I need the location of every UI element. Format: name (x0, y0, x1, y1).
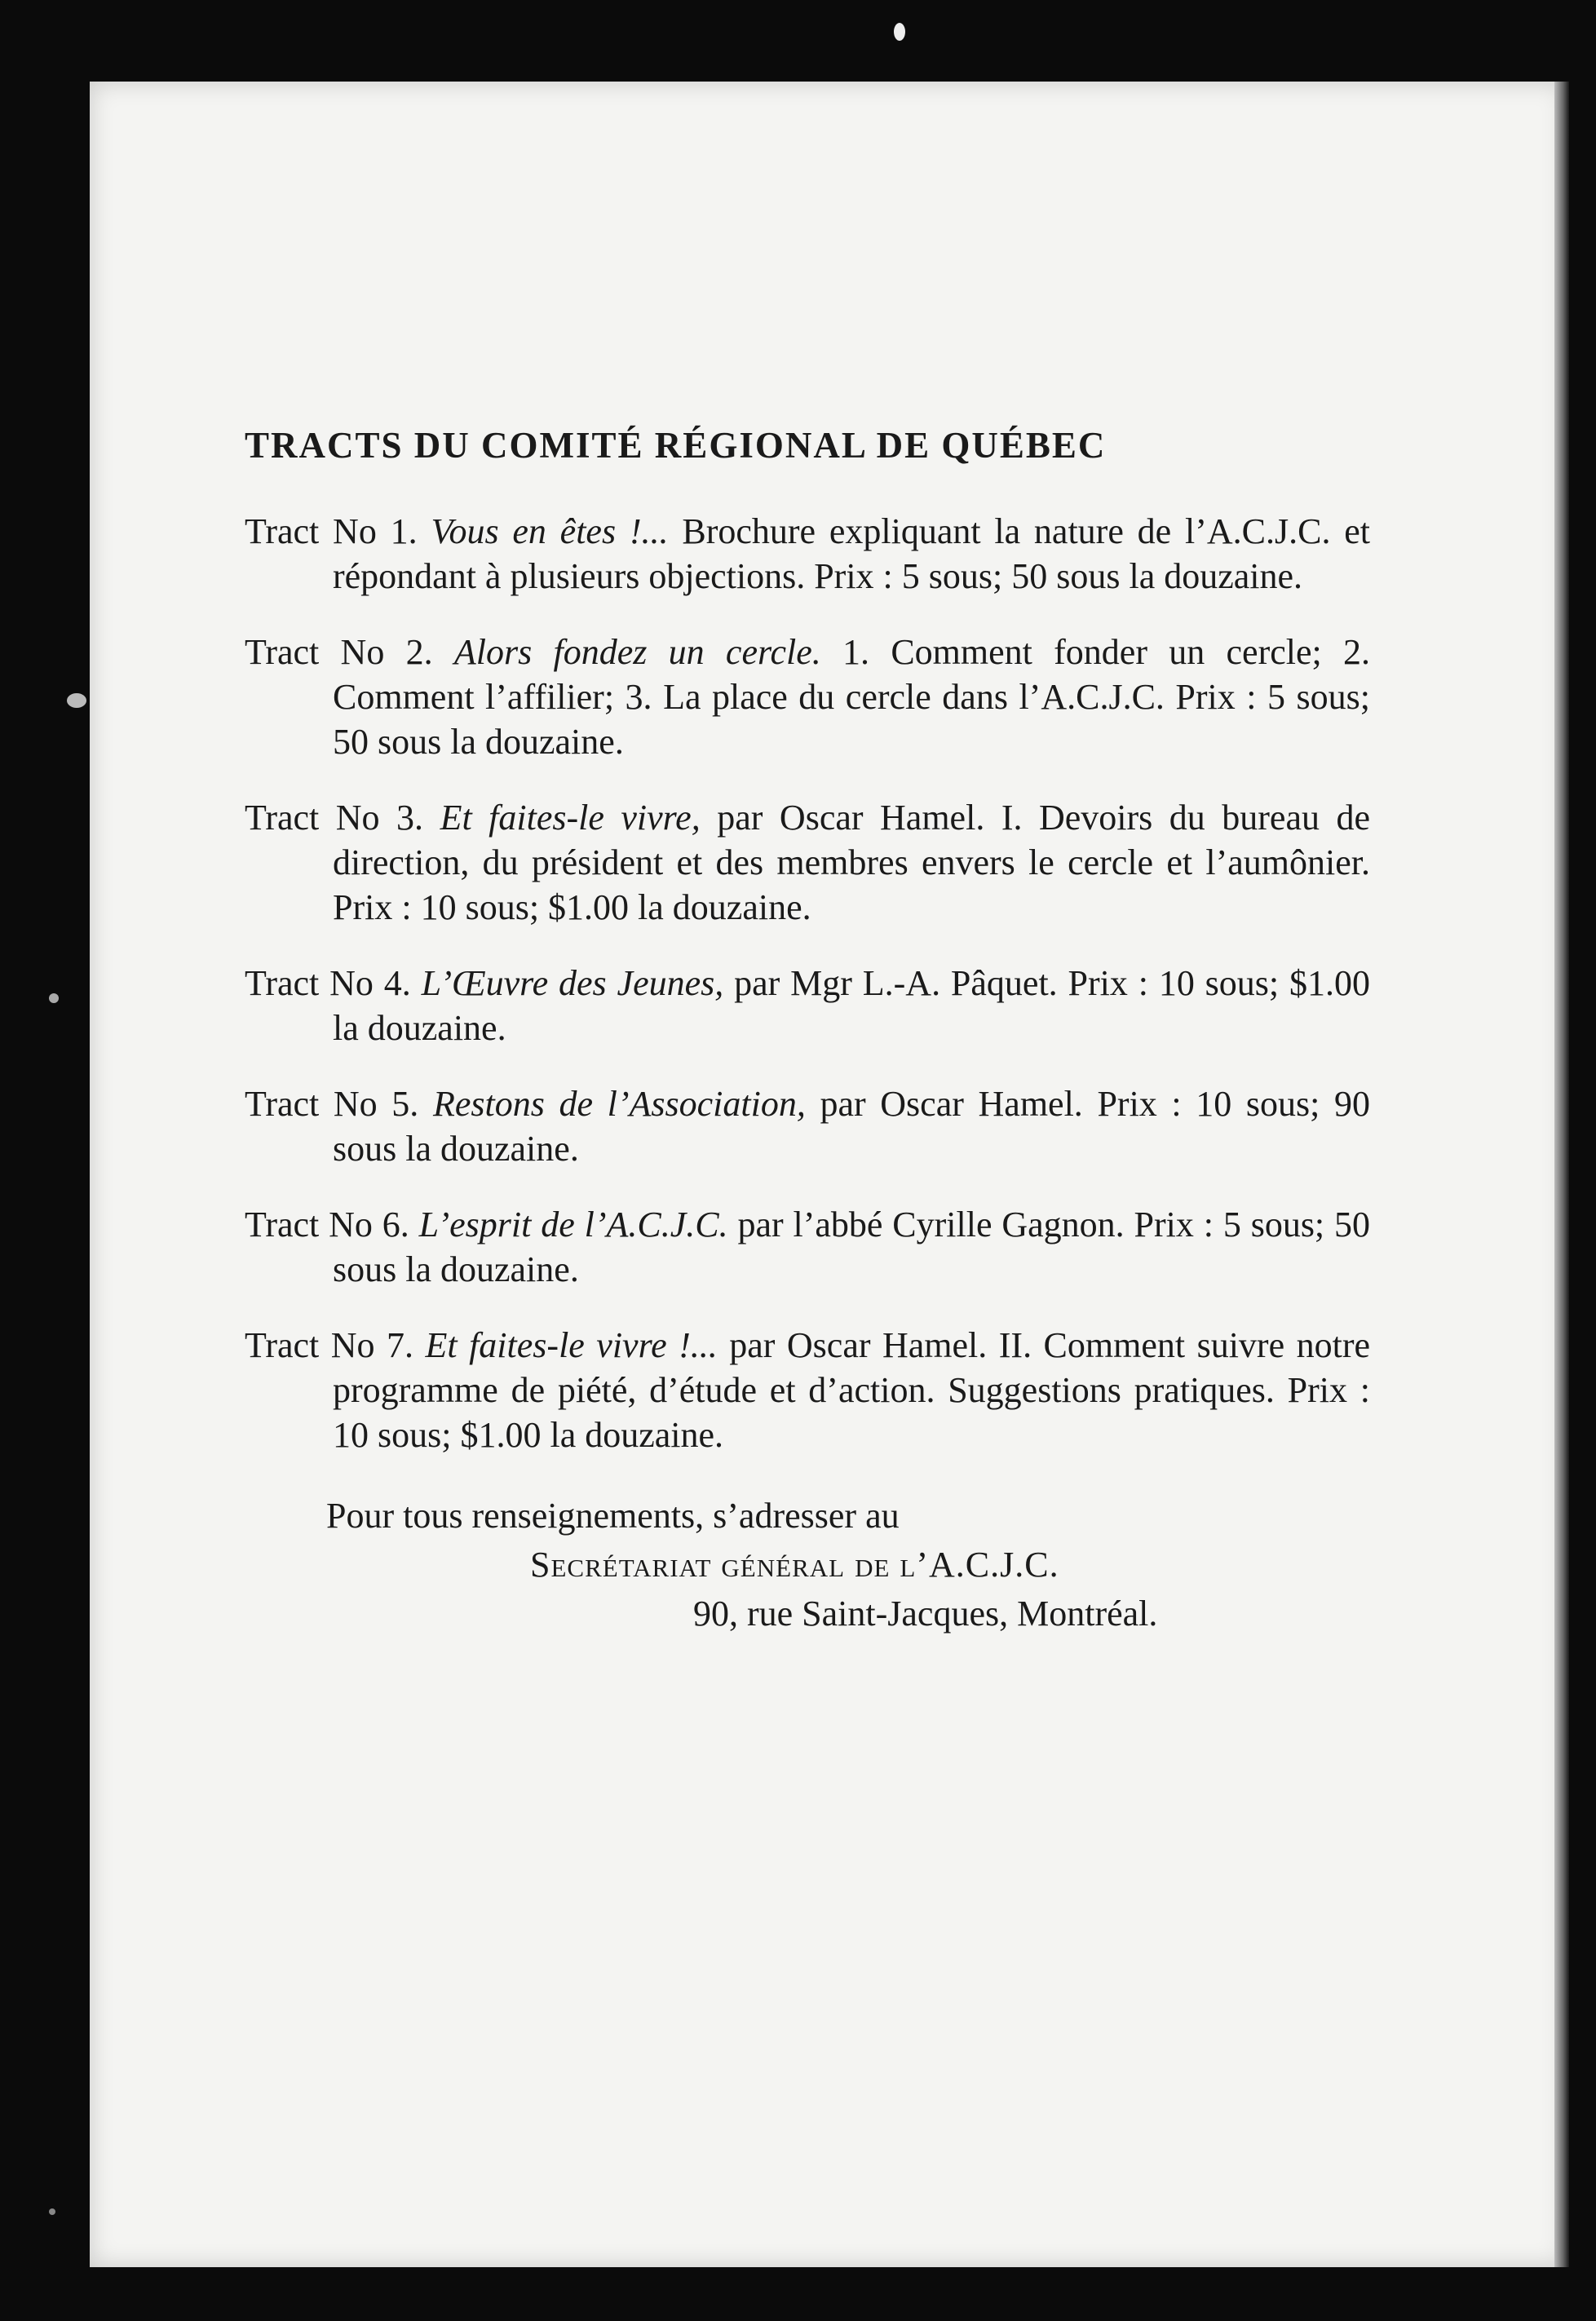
contact-block (245, 1492, 1370, 1638)
tract-name: Et faites-le vivre, (440, 798, 701, 838)
tract-name: Alors fondez un cercle. (453, 632, 821, 672)
tract-description: Brochure expliquant la nature de l’A.C.J.C. et répondant à plusieurs objections. Prix : 5 sous; 50 sous la douzaine. (333, 511, 1371, 596)
tract-description: par Oscar Hamel. I. Devoirs du bureau de direction, du président et des membres envers le cercle et l’aumônier. Prix : 10 sous; $1.00 la douzaine. (333, 798, 1371, 927)
tract-item (245, 630, 1370, 764)
tract-label: Tract No 6. (245, 1205, 409, 1244)
tract-item (245, 1081, 1370, 1171)
contact-office: Secrétariat général de l’A.C.J.C. (530, 1545, 1059, 1585)
tract-name: L’esprit de l’A.C.J.C. (418, 1205, 728, 1244)
page-edge (1554, 82, 1569, 2267)
speck (894, 23, 905, 41)
contact-address: 90, rue Saint-Jacques, Montréal. (693, 1594, 1158, 1634)
tract-item (245, 509, 1370, 599)
tract-name: L’Œuvre des Jeunes, (421, 963, 724, 1003)
tract-label: Tract No 5. (245, 1084, 419, 1124)
tract-description: par Oscar Hamel. Prix : 10 sous; 90 sous la douzaine. (333, 1084, 1371, 1169)
tract-label: Tract No 1. (245, 511, 418, 551)
tract-description: par Mgr L.-A. Pâquet. Prix : 10 sous; $1.00 la douzaine. (333, 963, 1370, 1048)
tract-label: Tract No 4. (245, 963, 411, 1003)
tract-list (245, 509, 1370, 1457)
tract-item (245, 1323, 1370, 1457)
tract-name: Vous en êtes !... (431, 511, 669, 551)
tract-description: 1. Comment fonder un cercle; 2. Comment l’affilier; 3. La place du cercle dans l’A.C.J.C. Prix : 5 sous; 50 sous la douzaine. (333, 632, 1371, 762)
tract-item (245, 795, 1370, 930)
tract-item (245, 961, 1370, 1050)
contact-line: Pour tous renseignements, s’adresser au (326, 1496, 900, 1536)
tract-description: par l’abbé Cyrille Gagnon. Prix : 5 sous; 50 sous la douzaine. (333, 1205, 1371, 1289)
document-content (245, 424, 1370, 1638)
speck (67, 693, 86, 708)
tract-item (245, 1202, 1370, 1292)
speck (49, 993, 59, 1003)
tract-label: Tract No 7. (245, 1325, 414, 1365)
tract-label: Tract No 3. (245, 798, 424, 838)
tract-name: Et faites-le vivre !... (425, 1325, 718, 1365)
speck (49, 2208, 55, 2215)
tract-name: Restons de l’Association, (432, 1084, 806, 1124)
tract-label: Tract No 2. (245, 632, 433, 672)
document-title: TRACTS DU COMITÉ RÉGIONAL DE QUÉBEC (245, 425, 1107, 466)
tract-description: par Oscar Hamel. II. Comment suivre notre programme de piété, d’étude et d’action. Suggestions pratiques. Prix : 10 sous; $1.00 la douzaine. (333, 1325, 1370, 1455)
